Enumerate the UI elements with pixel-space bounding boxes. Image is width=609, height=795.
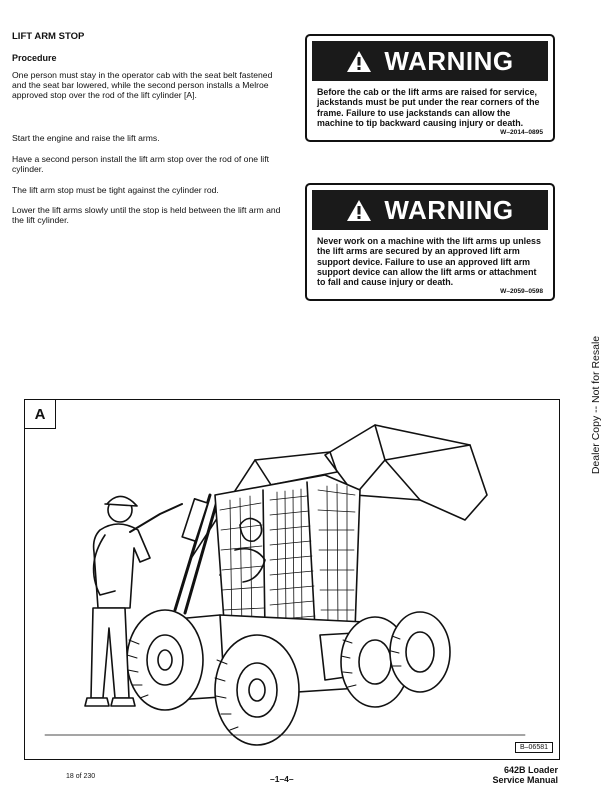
paragraph-3: Have a second person install the lift arm stop over the rod of one lift cylinder. xyxy=(12,154,269,174)
paragraph-1: One person must stay in the operator cab with the seat belt fastened and the seat bar lowered, while the second person installs a Melroe approved stop over the rod of the lift cylinder [A]. xyxy=(12,70,273,100)
paragraph-5: Lower the lift arms slowly until the stop is held between the lift arm and the lift cylinder. xyxy=(12,205,281,225)
warning-banner xyxy=(312,190,548,230)
warning-box-1 xyxy=(305,34,555,142)
figure-a xyxy=(24,399,560,760)
skid-steer-loader-illustration xyxy=(25,400,559,759)
page-count: 18 of 230 xyxy=(66,773,96,780)
figure-code: B–06581 xyxy=(515,742,553,753)
warning-label: WARNING xyxy=(384,194,514,225)
model-name: 642B Loader xyxy=(503,765,558,775)
warning-text: Never work on a machine with the lift arms up unless the lift arms are secured by an approved lift arm support device. Failure to use an approved lift arm support device can allow the lift arms or attachment to fall and cause injury or death. xyxy=(317,236,541,288)
page-number: –1–4– xyxy=(270,774,294,784)
paragraph-2: Start the engine and raise the lift arms. xyxy=(12,133,160,143)
warning-code: W–2014–0895 xyxy=(500,129,543,137)
section-subtitle: Procedure xyxy=(12,53,57,63)
manual-title xyxy=(492,765,558,785)
warning-label: WARNING xyxy=(384,45,514,76)
warning-box-2 xyxy=(305,183,555,301)
warning-banner xyxy=(312,41,548,81)
warning-triangle-icon xyxy=(346,50,372,73)
figure-label: A xyxy=(25,400,56,429)
manual-name: Service Manual xyxy=(492,775,558,785)
section-title: LIFT ARM STOP xyxy=(12,31,85,42)
warning-triangle-icon xyxy=(346,199,372,222)
warning-code: W–2059–0598 xyxy=(500,288,543,296)
warning-text: Before the cab or the lift arms are raised for service, jackstands must be put under the rear corners of the frame. Failure to use jackstands can allow the machine to tip backward causing injury or death. xyxy=(317,87,540,128)
dealer-copy-note: Dealer Copy -- Not for Resale xyxy=(590,335,602,475)
paragraph-4: The lift arm stop must be tight against the cylinder rod. xyxy=(12,185,219,195)
